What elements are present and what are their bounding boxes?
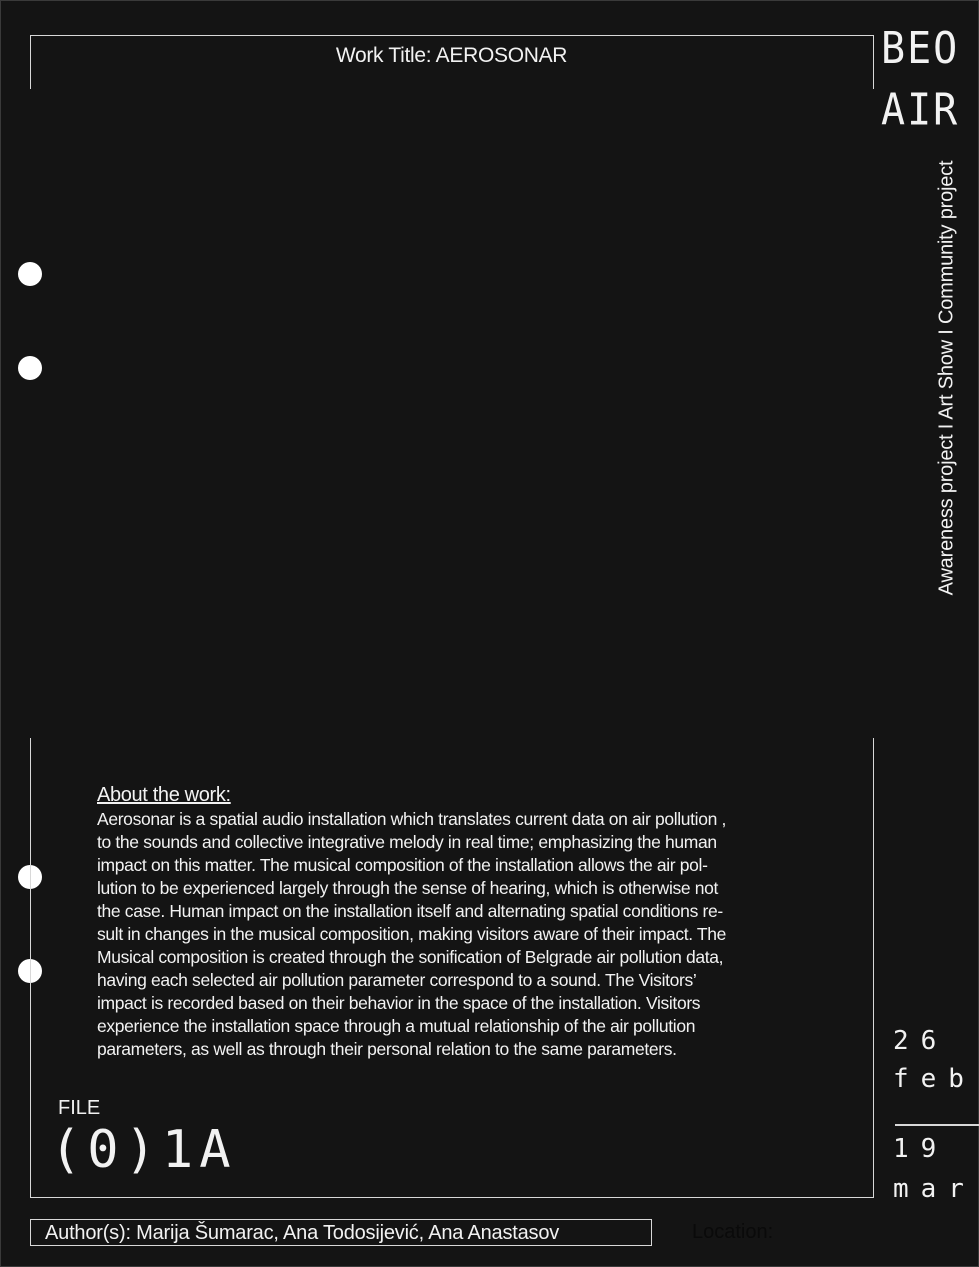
about-line: impact is recorded based on their behavior in the space of the installation. Visitors	[97, 993, 701, 1013]
date-divider	[895, 1124, 979, 1126]
about-line: sult in changes in the musical composition, making visitors aware of their impact. The	[97, 924, 727, 944]
about-line: impact on this matter. The musical composition of the installation allows the air pol-	[97, 855, 708, 875]
start-month: feb	[893, 1064, 976, 1094]
about-line: Aerosonar is a spatial audio installation which translates current data on air pollution ,	[97, 809, 727, 829]
bottom-box-right	[873, 738, 874, 1198]
about-line: the case. Human impact on the installation itself and alternating spatial conditions re-	[97, 901, 723, 921]
top-bracket-right	[873, 35, 874, 89]
bottom-box-left	[30, 738, 31, 1198]
about-section	[97, 782, 857, 1061]
binder-hole	[18, 356, 42, 380]
file-label: FILE	[58, 1097, 101, 1119]
about-line: parameters, as well as through their personal relation to the same parameters.	[97, 1039, 677, 1059]
about-line: to the sounds and collective integrative melody in real time; emphasizing the human	[97, 832, 717, 852]
location-label: Location:	[692, 1221, 774, 1243]
end-day: 19	[893, 1134, 949, 1164]
project-tagline: Awareness project I Art Show I Community project	[935, 160, 958, 596]
binder-hole	[18, 262, 42, 286]
about-line: having each selected air pollution parameter correspond to a sound. The Visitors’	[97, 970, 697, 990]
logo-line-1: BEO	[881, 23, 960, 75]
start-day: 26	[893, 1026, 949, 1056]
file-id: (0)1A	[50, 1120, 237, 1180]
about-line: experience the installation space through a mutual relationship of the air pollution	[97, 1016, 696, 1036]
bottom-box-base	[30, 1197, 874, 1198]
about-line: Musical composition is created through the sonification of Belgrade air pollution data,	[97, 947, 724, 967]
logo-line-2: AIR	[881, 85, 960, 136]
work-title: Work Title: AEROSONAR	[335, 44, 568, 67]
top-bracket-line	[30, 35, 874, 36]
authors-box: Author(s): Marija Šumarac, Ana Todosijević, Ana Anastasov	[30, 1219, 652, 1246]
about-line: lution to be experienced largely through the sense of hearing, which is otherwise not	[97, 878, 719, 898]
about-heading: About the work:	[97, 784, 231, 806]
beo-air-logo	[881, 18, 959, 141]
end-month: mar	[893, 1174, 976, 1204]
